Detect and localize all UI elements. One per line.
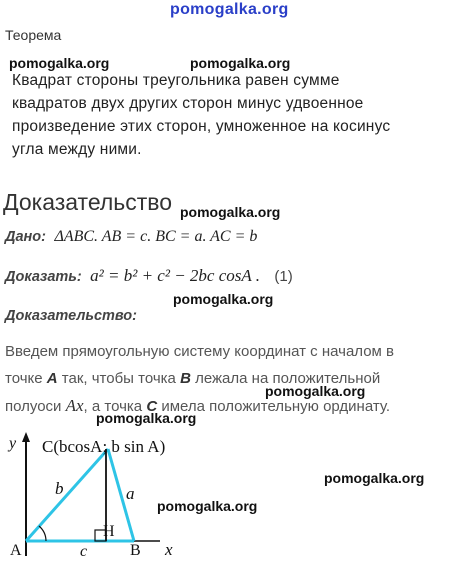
point-c-ref: C <box>146 398 158 415</box>
theorem-line: угла между ними. <box>12 141 142 158</box>
given-label: Дано: <box>5 229 46 245</box>
theorem-line: произведение этих сторон, умноженное на косинус <box>12 118 391 135</box>
point-h-label: H <box>103 523 115 540</box>
theorem-line: Квадрат стороны треугольника равен сумме <box>12 72 340 89</box>
watermark: pomogalka.org <box>96 410 197 426</box>
watermark: pomogalka.org <box>157 498 258 514</box>
angle-a-arc <box>39 526 46 541</box>
theorem-heading: Теорема <box>5 27 62 43</box>
axis-ax-ref: Ax <box>65 396 84 415</box>
x-axis-label: x <box>165 540 173 559</box>
watermark: pomogalka.org <box>265 383 366 399</box>
y-axis-label: y <box>9 435 17 452</box>
prove-formula: a² = b² + c² − 2bc cosA . <box>90 266 260 285</box>
watermark: pomogalka.org <box>324 470 425 486</box>
side-c-label: c <box>80 543 88 560</box>
proof-text-line: Введем прямоугольную систему координат с началом в <box>5 343 395 360</box>
given-line <box>5 228 257 246</box>
point-b-ref: B <box>180 370 191 387</box>
side-b-line <box>26 449 108 541</box>
prove-label: Доказать: <box>5 269 82 285</box>
theorem-statement <box>12 69 390 161</box>
watermark: pomogalka.org <box>173 291 274 307</box>
point-c-label: C(bcosA; b sin A) <box>42 437 166 456</box>
proof-label: Доказательство: <box>5 308 137 324</box>
proof-title: Доказательство <box>3 189 173 215</box>
given-formula: ΔABC. AB = c. BC = a. AC = b <box>54 228 258 245</box>
watermark-top: pomogalka.org <box>170 1 289 18</box>
y-axis-arrow <box>22 432 30 442</box>
proof-text <box>5 338 394 420</box>
side-a-label: a <box>126 484 135 503</box>
point-b-label: B <box>130 542 141 559</box>
proof-text-line: точке A так, чтобы точка B лежала на положительной <box>5 370 381 387</box>
watermark: pomogalka.org <box>180 204 281 220</box>
point-a-ref: A <box>46 370 58 387</box>
prove-line <box>5 266 293 286</box>
formula-number: (1) <box>274 268 293 285</box>
point-a-label: A <box>10 542 22 559</box>
watermark: pomogalka.org <box>190 55 291 71</box>
theorem-line: квадратов двух других сторон минус удвоенное <box>12 95 364 112</box>
proof-text-line: полуоси Ax, а точка C имела положительную ординату. <box>5 396 391 415</box>
side-b-label: b <box>55 479 64 498</box>
watermark: pomogalka.org <box>9 55 110 71</box>
